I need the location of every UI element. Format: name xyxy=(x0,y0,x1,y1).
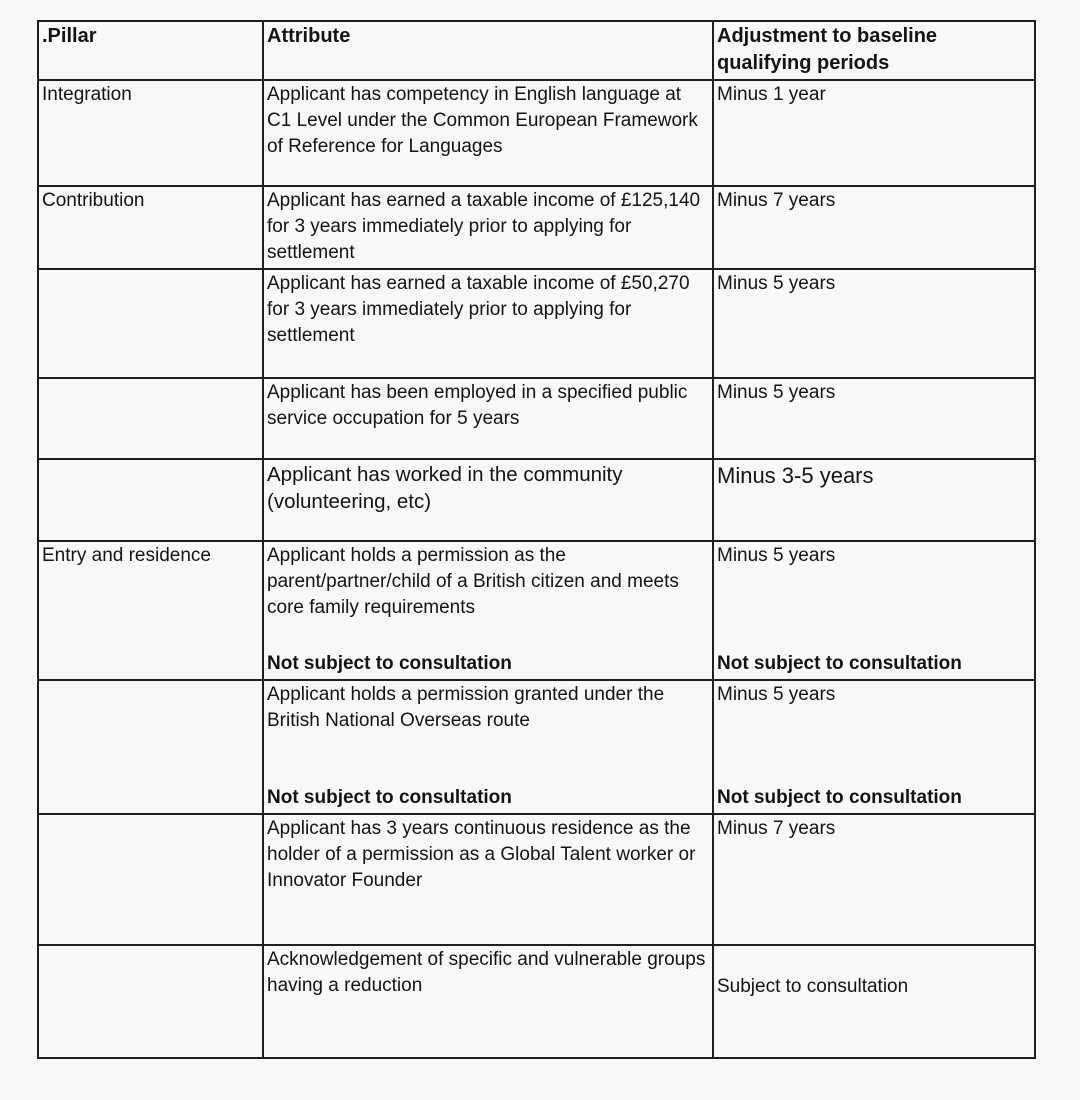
adjustment-cell xyxy=(713,541,1035,680)
table-row xyxy=(38,814,1035,945)
pillar-cell xyxy=(38,459,263,541)
adjustment-text: Minus 7 years xyxy=(717,818,836,839)
adjustment-text: Minus 1 year xyxy=(717,84,826,105)
attribute-text: Applicant has worked in the community (volunteering, etc) xyxy=(267,463,623,513)
attribute-text: Applicant has earned a taxable income of £125,140 for 3 years immediately prior to applying for settlement xyxy=(267,190,701,263)
adjustment-text: Minus 5 years xyxy=(717,545,836,566)
adjustment-cell xyxy=(713,814,1035,945)
adjustment-cell xyxy=(713,80,1035,186)
attribute-cell xyxy=(263,680,713,814)
pillar-cell xyxy=(38,541,263,680)
table-row xyxy=(38,186,1035,269)
header-pillar xyxy=(38,21,263,80)
pillar-text: Contribution xyxy=(42,190,145,211)
adjustment-text: Minus 3-5 years xyxy=(717,463,874,488)
attribute-text: Acknowledgement of specific and vulnerable groups having a reduction xyxy=(267,949,706,996)
attribute-text: Applicant holds a permission granted under the British National Overseas route xyxy=(267,684,665,731)
pillar-cell xyxy=(38,680,263,814)
attribute-cell xyxy=(263,459,713,541)
adjustment-text: Minus 5 years xyxy=(717,382,836,403)
adjustment-note: Not subject to consultation xyxy=(717,653,962,674)
adjustment-text: Minus 7 years xyxy=(717,190,836,211)
table-row xyxy=(38,945,1035,1058)
attribute-text: Applicant has competency in English language at C1 Level under the Common European Framework of Reference for Languages xyxy=(267,84,698,157)
table-row xyxy=(38,541,1035,680)
attribute-note: Not subject to consultation xyxy=(267,787,512,808)
pillar-cell xyxy=(38,186,263,269)
attribute-note: Not subject to consultation xyxy=(267,653,512,674)
adjustment-text: Minus 5 years xyxy=(717,273,836,294)
attribute-text: Applicant holds a permission as the parent/partner/child of a British citizen and meets core family requirements xyxy=(267,545,679,618)
header-attribute xyxy=(263,21,713,80)
qualifying-periods-table xyxy=(37,20,1036,1059)
table-row xyxy=(38,269,1035,378)
adjustment-cell xyxy=(713,680,1035,814)
adjustment-text: Minus 5 years xyxy=(717,684,836,705)
attribute-cell xyxy=(263,945,713,1058)
pillar-cell xyxy=(38,945,263,1058)
table-header-row xyxy=(38,21,1035,80)
table-row xyxy=(38,459,1035,541)
attribute-cell xyxy=(263,186,713,269)
table-row xyxy=(38,80,1035,186)
attribute-cell xyxy=(263,269,713,378)
pillar-text: Integration xyxy=(42,84,132,105)
adjustment-cell xyxy=(713,378,1035,459)
attribute-text: Applicant has earned a taxable income of £50,270 for 3 years immediately prior to applying for settlement xyxy=(267,273,690,346)
table-row xyxy=(38,378,1035,459)
pillar-cell xyxy=(38,378,263,459)
attribute-cell xyxy=(263,378,713,459)
pillar-text: Entry and residence xyxy=(42,545,211,566)
header-adjustment-label: Adjustment to baseline qualifying periods xyxy=(717,25,938,74)
attribute-cell xyxy=(263,814,713,945)
pillar-cell xyxy=(38,80,263,186)
pillar-cell xyxy=(38,814,263,945)
attribute-text: Applicant has been employed in a specified public service occupation for 5 years xyxy=(267,382,688,429)
header-adjustment xyxy=(713,21,1035,80)
pillar-cell xyxy=(38,269,263,378)
adjustment-cell xyxy=(713,945,1035,1058)
adjustment-note: Not subject to consultation xyxy=(717,787,962,808)
adjustment-text: Subject to consultation xyxy=(717,976,909,997)
header-pillar-label: .Pillar xyxy=(42,25,97,47)
attribute-text: Applicant has 3 years continuous residence as the holder of a permission as a Global Talent worker or Innovator Founder xyxy=(267,818,696,891)
attribute-cell xyxy=(263,80,713,186)
table-row xyxy=(38,680,1035,814)
adjustment-cell xyxy=(713,459,1035,541)
adjustment-cell xyxy=(713,186,1035,269)
attribute-cell xyxy=(263,541,713,680)
header-attribute-label: Attribute xyxy=(267,25,351,47)
adjustment-cell xyxy=(713,269,1035,378)
